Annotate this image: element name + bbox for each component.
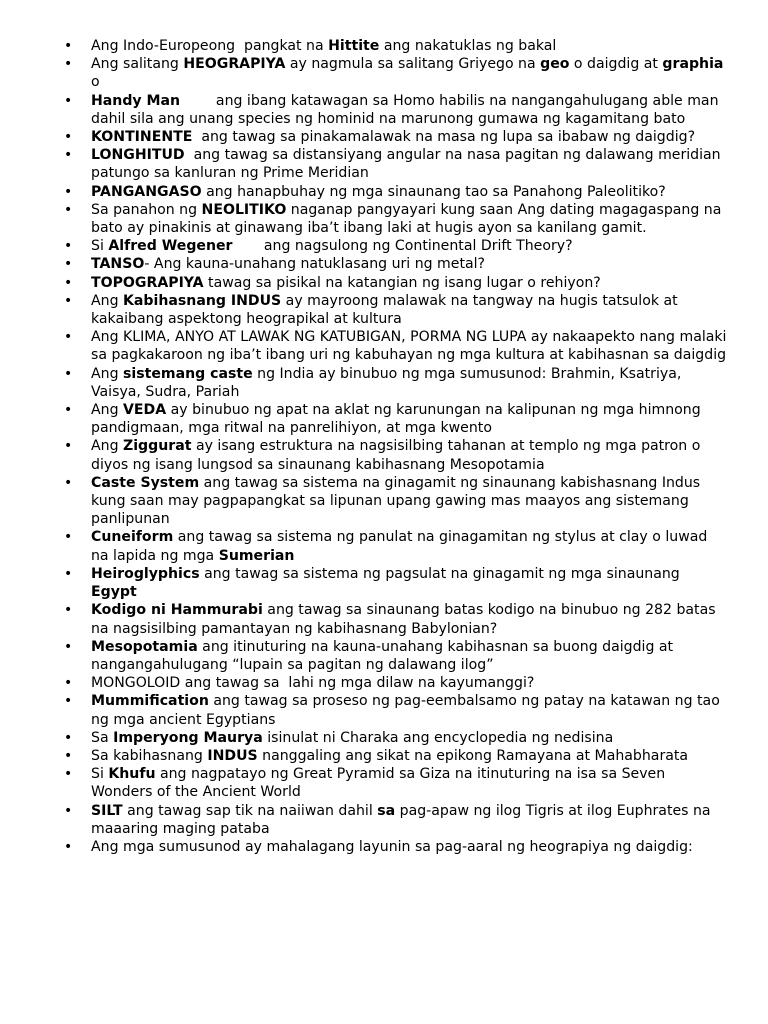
- list-item: [0, 255, 728, 273]
- list-item: [0, 437, 728, 473]
- list-item: [0, 92, 728, 128]
- text-segment: ang nakatuklas ng bakal: [379, 38, 557, 54]
- text-segment: o daigdig at: [569, 56, 663, 73]
- bold-term: graphia: [662, 56, 724, 73]
- list-item: [0, 474, 728, 529]
- list-item: [0, 729, 728, 747]
- bold-term: KONTINENTE: [91, 129, 193, 146]
- list-item: [0, 365, 728, 401]
- list-item: [0, 328, 731, 364]
- bold-term: Mummification: [91, 693, 209, 710]
- bold-term: Kabihasnang INDUS: [123, 292, 282, 309]
- bold-term: INDUS: [207, 747, 258, 764]
- text-segment: Ang: [91, 365, 123, 382]
- list-item: [0, 146, 728, 182]
- bold-term: VEDA: [123, 402, 167, 419]
- list-item: [0, 601, 728, 637]
- text-segment: ang tawag sa pinakamalawak na masa ng lupa sa ibabaw ng daigdig?: [192, 129, 696, 146]
- list-item: [0, 692, 728, 728]
- bold-term: Sumerian: [218, 547, 295, 564]
- text-segment: ang tawag sa sistema ng panulat na ginagamitan ng stylus at clay o luwad na lapida ng mga: [91, 529, 712, 564]
- list-item: [0, 747, 728, 765]
- text-segment: nanggaling ang sikat na epikong Ramayana at Mahabharata: [257, 747, 689, 764]
- bold-term: Alfred Wegener: [108, 238, 233, 255]
- bold-term: sistemang caste: [123, 365, 253, 382]
- bold-term: Caste System: [91, 474, 200, 491]
- list-item: [0, 55, 728, 91]
- text-segment: Ang salitang: [91, 56, 184, 73]
- text-segment: ang tawag sa sistema ng pagsulat na ginagamit ng mga sinaunang: [199, 565, 685, 582]
- text-segment: Ang: [91, 402, 123, 419]
- bold-term: Handy Man: [91, 92, 181, 109]
- text-segment: tawag sa pisikal na katangian ng isang lugar o rehiyon?: [203, 274, 601, 291]
- text-segment: - Ang kauna-unahang natuklasang uri ng metal?: [144, 256, 486, 273]
- text-segment: Ang mga sumusunod ay mahalagang layunin sa pag-aaral ng heograpiya ng daigdig:: [91, 838, 693, 855]
- text-segment: ay nagmula sa salitang Griyego na: [285, 56, 541, 73]
- bold-term: Cuneiform: [91, 529, 174, 546]
- text-segment: ay isang estruktura na nagsisilbing tahanan at templo ng mga patron o diyos ng isang lungsod sa sinaunang kabihasnang Mesopotamia: [91, 438, 705, 473]
- list-item: [0, 802, 728, 838]
- list-item: [0, 183, 728, 201]
- text-segment: Ang Indo-Europeong pangkat na: [91, 38, 329, 54]
- bold-term: LONGHITUD: [91, 147, 185, 164]
- bold-term: Hittite: [328, 38, 380, 54]
- bold-term: PANGANGASO: [91, 183, 202, 200]
- text-segment: ang tawag sap tik na naiiwan dahil: [122, 802, 378, 819]
- list-item: [0, 201, 728, 237]
- list-item: [0, 128, 728, 146]
- text-segment: ang tawag sa sistema na ginagamit ng sinaunang kabishasnang Indus kung saan may pagpapangkat sa lipunan upang gawing mas maayos ang sistemang panlipunan: [91, 474, 705, 528]
- text-segment: Si: [91, 238, 109, 255]
- bullet-list: [0, 37, 731, 856]
- text-segment: Sa kabihasnang: [91, 747, 208, 764]
- text-segment: ang hanapbuhay ng mga sinaunang tao sa Panahong Paleolitiko?: [201, 183, 666, 200]
- bold-term: SILT: [91, 802, 123, 819]
- text-segment: ang tawag sa distansiyang angular na nasa pagitan ng dalawang meridian patungo sa kanluran ng Prime Meridian: [91, 147, 726, 182]
- list-item: [0, 237, 728, 255]
- text-segment: ang tawag sa sinaunang batas kodigo na binubuo ng 282 batas na nagsisilbing pamantayan ng kabihasnang Babylonian?: [91, 602, 721, 637]
- text-segment: ang itinuturing na kauna-unahang kabihasnan sa buong daigdig at nangangahulugang “lupain sa pagitan ng dalawang ilog”: [91, 638, 678, 673]
- list-item: [0, 674, 728, 692]
- text-segment: ng India ay binubuo ng mga sumusunod: Brahmin, Ksatriya, Vaisya, Sudra, Pariah: [91, 365, 686, 400]
- bold-term: Heiroglyphics: [91, 565, 200, 582]
- list-item: [0, 401, 728, 437]
- text-segment: ang ibang katawagan sa Homo habilis na nangangahulugang able man dahil sila ang unang species ng hominid na marunong gumawa ng kagamitang bato: [91, 92, 723, 127]
- list-item: [0, 274, 728, 292]
- list-item: [0, 838, 728, 856]
- text-segment: Si: [91, 766, 109, 783]
- bold-term: Imperyong Maurya: [113, 729, 263, 746]
- bold-term: Kodigo ni Hammurabi: [91, 602, 263, 619]
- list-item: [0, 37, 728, 55]
- text-segment: ang nagpatayo ng Great Pyramid sa Giza na itinuturing na isa sa Seven Wonders of the Ancient World: [91, 766, 670, 801]
- bold-term: Egypt: [91, 584, 137, 601]
- bold-term: sa: [377, 802, 396, 819]
- text-segment: Sa: [91, 729, 114, 746]
- text-segment: Ang KLIMA, ANYO AT LAWAK NG KATUBIGAN, PORMA NG LUPA ay nakaapekto nang malaki sa pagkakaroon ng iba’t ibang uri ng kabuhayan ng mga kultura at kabihasnan sa daigdig: [91, 329, 731, 364]
- text-segment: Sa panahon ng: [91, 201, 202, 218]
- bold-term: NEOLITIKO: [201, 201, 287, 218]
- bold-term: HEOGRAPIYA: [183, 56, 286, 73]
- bold-term: geo: [540, 56, 570, 73]
- list-item: [0, 565, 728, 601]
- bold-term: Mesopotamia: [91, 638, 198, 655]
- text-segment: ay binubuo ng apat na aklat ng karunungan na kalipunan ng mga himnong pandigmaan, mga ritwal na panrelihiyon, at mga kwento: [91, 402, 706, 437]
- text-segment: Ang: [91, 438, 123, 455]
- text-segment: pag-apaw ng ilog Tigris at ilog Euphrates na maaaring maging pataba: [91, 802, 716, 837]
- text-segment: ay mayroong malawak na tangway na hugis tatsulok at kakaibang aspektong heograpikal at kultura: [91, 292, 683, 328]
- bold-term: Ziggurat: [123, 438, 192, 455]
- text-segment: isinulat ni Charaka ang encyclopedia ng nedisina: [262, 729, 614, 746]
- bold-term: TANSO: [91, 256, 145, 273]
- list-item: [0, 528, 728, 564]
- text-segment: ang nagsulong ng Continental Drift Theory?: [232, 238, 573, 255]
- list-item: [0, 638, 728, 674]
- text-segment: naganap pangyayari kung saan Ang dating magagaspang na bato ay pinakinis at ginawang iba’t ibang laki at hugis ayon sa kanilang gamit.: [91, 201, 726, 237]
- bold-term: TOPOGRAPIYA: [91, 274, 204, 291]
- list-item: [0, 765, 728, 801]
- text-segment: Ang: [91, 292, 123, 309]
- list-item: [0, 292, 728, 328]
- text-segment: o: [91, 56, 728, 91]
- text-segment: MONGOLOID ang tawag sa lahi ng mga dilaw na kayumanggi?: [91, 675, 535, 692]
- text-segment: ang tawag sa proseso ng pag-eembalsamo ng patay na katawan ng tao ng mga ancient Egyptians: [91, 693, 725, 728]
- bold-term: Khufu: [108, 766, 156, 783]
